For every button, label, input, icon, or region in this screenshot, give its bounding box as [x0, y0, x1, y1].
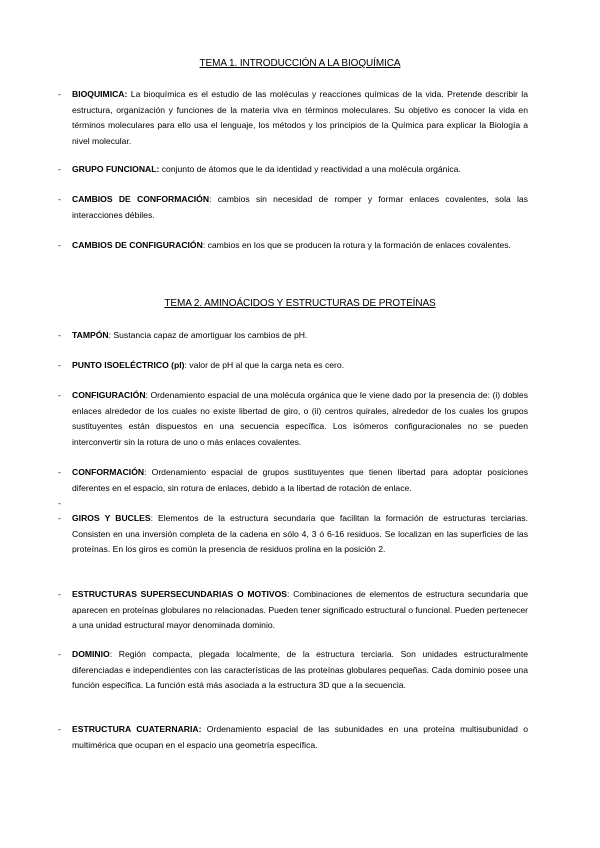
entry-text: : Ordenamiento espacial de una molécula orgánica que le viene dado por la presencia de: (i) dobles enlaces alrededor de los cuales no existe libertad de giro, o (ii) centros quirales, alrededor de los cuales los grupos sustituyentes están dispuestos en una secuencia específica. Los isómeros configuracionales no se pueden interconvertir sin la rotura de uno o más enlaces covalentes.	[72, 390, 528, 447]
bullet-dash: -	[58, 360, 61, 370]
entry-conformacion	[58, 465, 528, 496]
empty-bullet-dash: -	[58, 498, 61, 508]
entry-text: : Elementos de la estructura secundaria que facilitan la formación de estructuras terciarias. Consisten en una inversión completa de la cadena en sólo 4, 3 ó 6-16 residuos. Se localizan en las superficies de las proteínas. En los giros es común la presencia de residuos prolina en la posición 2.	[72, 513, 528, 554]
bullet-dash: -	[58, 164, 61, 174]
entry-text: : Ordenamiento espacial de grupos sustituyentes que tienen libertad para adoptar posiciones diferentes en el espacio, sin rotura de enlaces, debido a la libertad de rotación de enlace.	[72, 467, 528, 493]
entry-text: La bioquímica es el estudio de las moléculas y reacciones químicas de la vida. Pretende describir la estructura, organización y funciones de la materia viva en términos moleculares. Su objetivo es conocer la vida en términos moleculares para ello usa el lenguaje, los métodos y los principios de la Química para explicar la Biología a nivel molecular.	[72, 89, 528, 146]
entry-cambios-conformacion	[58, 192, 528, 223]
entry-text: : cambios sin necesidad de romper y formar enlaces covalentes, sola las interacciones débiles.	[72, 194, 528, 220]
entry-term: ESTRUCTURA CUATERNARIA:	[72, 724, 202, 734]
bullet-dash: -	[58, 240, 61, 250]
entry-estructuras-supersecundarias	[58, 587, 528, 634]
entry-term: DOMINIO	[72, 649, 110, 659]
entry-text: : valor de pH al que la carga neta es cero.	[184, 360, 345, 370]
entry-giros-bucles	[58, 511, 528, 558]
entry-term: CAMBIOS DE CONFIGURACIÓN	[72, 240, 203, 250]
entry-term: CONFIGURACIÓN	[72, 390, 146, 400]
entry-dominio	[58, 647, 528, 694]
entry-term: GRUPO FUNCIONAL:	[72, 164, 160, 174]
entry-text: Ordenamiento espacial de las subunidades en una proteína multisubunidad o multimérica que ocupan en el espacio una geometría específica.	[72, 724, 528, 750]
bullet-dash: -	[58, 649, 61, 659]
entry-text: : Sustancia capaz de amortiguar los cambios de pH.	[108, 330, 308, 340]
entry-text: : cambios en los que se producen la rotura y la formación de enlaces covalentes.	[202, 240, 511, 250]
entry-term: GIROS Y BUCLES	[72, 513, 151, 523]
tema1-heading: TEMA 1. INTRODUCCIÓN A LA BIOQUÍMICA	[199, 58, 401, 69]
entry-punto-isoelectrico	[58, 358, 528, 374]
entry-estructura-cuaternaria	[58, 722, 528, 753]
bullet-dash: -	[58, 194, 61, 204]
entry-bioquimica	[58, 87, 528, 149]
entry-tampon	[58, 328, 528, 344]
tema2-heading: TEMA 2. AMINOÁCIDOS Y ESTRUCTURAS DE PROTEÍNAS	[164, 298, 436, 309]
entry-term: PUNTO ISOELÉCTRICO (pI)	[72, 360, 185, 370]
entry-text: conjunto de átomos que le da identidad y reactividad a una molécula orgánica.	[159, 164, 461, 174]
entry-text: : Región compacta, plegada localmente, de la estructura terciaria. Son unidades estructuralmente diferenciadas e independientes con las características de las proteínas globulares pequeñas. Cada dominio posee una función específica. La función está más asociada a la estructura 3D que a la secuencia.	[72, 649, 528, 690]
bullet-dash: -	[58, 390, 61, 400]
entry-term: CAMBIOS DE CONFORMACIÓN	[72, 194, 210, 204]
bullet-dash: -	[58, 589, 61, 599]
bullet-dash: -	[58, 89, 61, 99]
entry-grupo-funcional	[58, 162, 528, 178]
bullet-dash: -	[58, 467, 61, 477]
entry-term: CONFORMACIÓN	[72, 467, 145, 477]
entry-cambios-configuracion	[58, 238, 528, 254]
bullet-dash: -	[58, 330, 61, 340]
entry-term: BIOQUIMICA:	[72, 89, 128, 99]
entry-term: ESTRUCTURAS SUPERSECUNDARIAS O MOTIVOS	[72, 589, 288, 599]
bullet-dash: -	[58, 724, 61, 734]
bullet-dash: -	[58, 513, 61, 523]
entry-text: : Combinaciones de elementos de estructura secundaria que aparecen en proteínas globulares no relacionadas. Pueden tener significado estructural o funcional. Pueden pertenecer a una unidad estructural mayor denominada dominio.	[72, 589, 528, 630]
entry-configuracion	[58, 388, 528, 450]
entry-term: TAMPÓN	[72, 330, 109, 340]
